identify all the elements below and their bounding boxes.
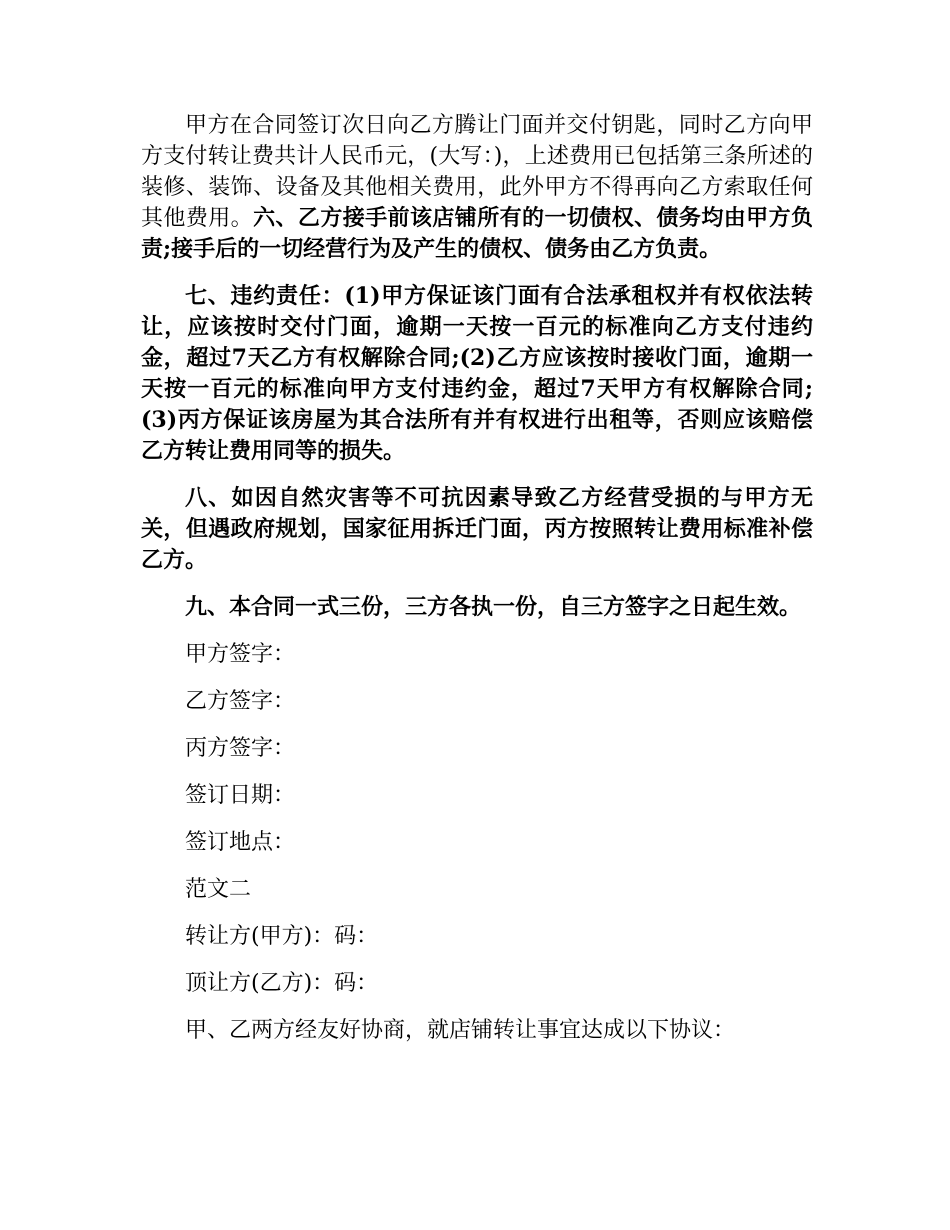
signing-date: 签订日期： (185, 783, 296, 808)
sample-two-title: 范文二 (185, 877, 252, 902)
clause-seven-liability: 七、违约责任：(1)甲方保证该门面有合法承租权并有权依法转让，应该按时交付门面，逾期一天按一百元的标准向乙方支付违约金，超过7天乙方有权解除合同;(2)乙方应该按时接收门面，逾期一天按一百元的标准向甲方支付违约金，超过7天甲方有权解除合同;(3)丙方保证该房屋为其合法所有并有权进行出租等，否则应该赔偿乙方转让费用同等的损失。 (141, 283, 813, 464)
transferor-line: 转让方(甲方)：码： (185, 924, 379, 949)
signature-party-b: 乙方签字： (185, 689, 296, 714)
signature-party-c: 丙方签字： (185, 736, 296, 761)
clause-nine-copies: 九、本合同一式三份，三方各执一份，自三方签字之日起生效。 (185, 594, 802, 620)
signing-place: 签订地点： (185, 830, 296, 855)
paragraph-handover-fee (141, 110, 813, 265)
clause-eight-force-majeure: 八、如因自然灾害等不可抗因素导致乙方经营受损的与甲方无关，但遇政府规划，国家征用拆迁门面，丙方按照转让费用标准补偿乙方。 (141, 485, 813, 573)
signature-party-a: 甲方签字： (185, 642, 296, 667)
transferee-line: 顶让方(乙方)：码： (185, 971, 379, 996)
clause-six-text: 六、乙方接手前该店铺所有的一切债权、债务均由甲方负责;接手后的一切经营行为及产生的债权、债务由乙方负责。 (141, 205, 813, 262)
document-body (141, 110, 813, 1062)
handover-fee-text: 甲方在合同签订次日向乙方腾让门面并交付钥匙，同时乙方向甲方支付转让费共计人民币元，(大写：)，上述费用已包括第三条所述的装修、装饰、设备及其他相关费用，此外甲方不得再向乙方索取任何其他费用。 (141, 113, 813, 231)
agreement-intro: 甲、乙两方经友好协商，就店铺转让事宜达成以下协议： (185, 1018, 736, 1043)
